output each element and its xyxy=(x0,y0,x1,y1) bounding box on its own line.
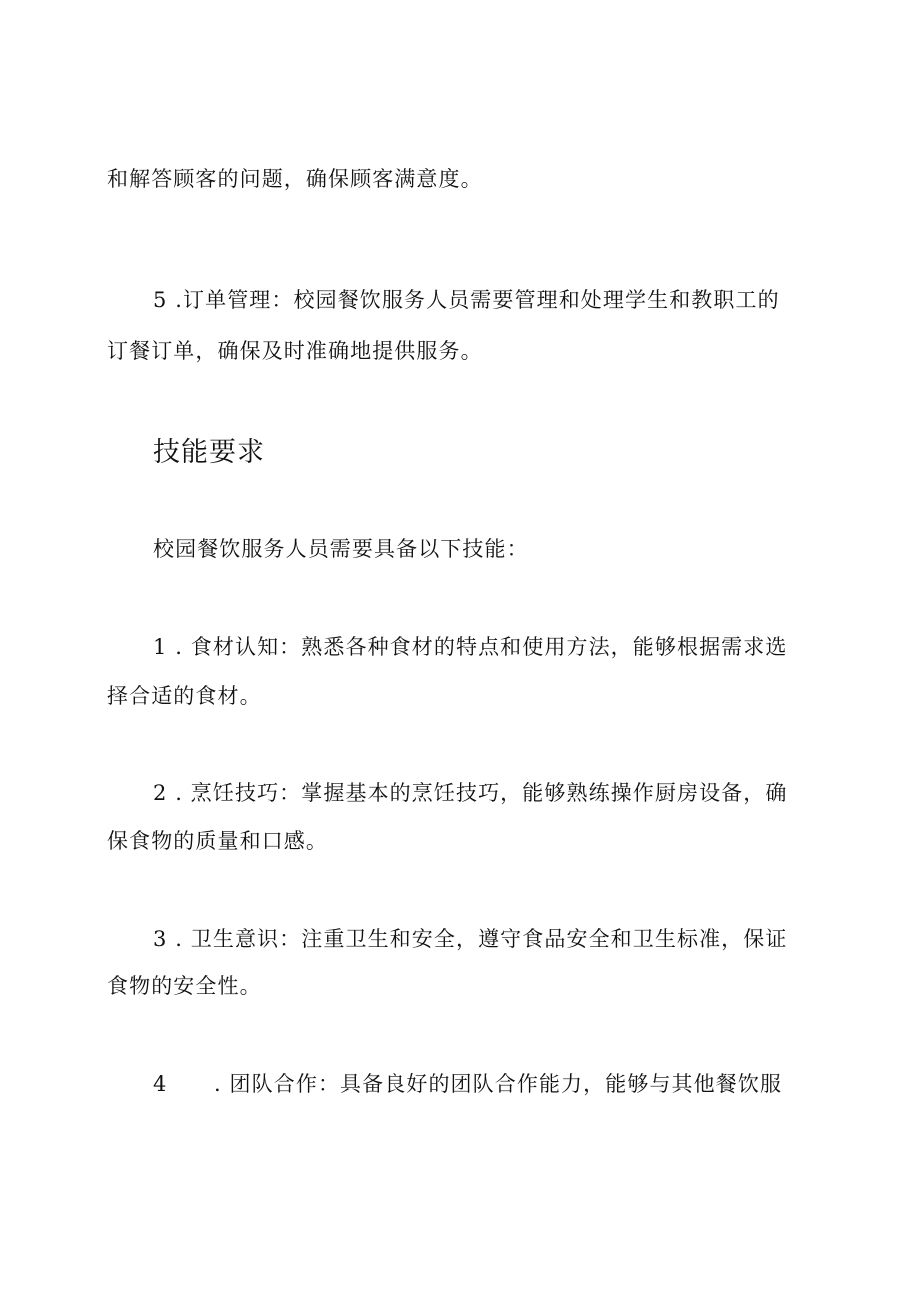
skill-4-line-1: . 团队合作：具备良好的团队合作能力，能够与其他餐饮服 xyxy=(214,1072,783,1096)
item-5-line-2: 订餐订单，确保及时准确地提供服务。 xyxy=(107,339,483,363)
skill-3-line-1: 3 . 卫生意识：注重卫生和安全，遵守食品安全和卫生标准，保证 xyxy=(153,927,788,951)
skills-intro: 校园餐饮服务人员需要具备以下技能： xyxy=(153,537,529,561)
section-heading: 技能要求 xyxy=(153,437,265,468)
skill-1-line-1: 1 . 食材认知：熟悉各种食材的特点和使用方法，能够根据需求选 xyxy=(153,635,788,659)
skill-4-number: 4 xyxy=(153,1072,168,1096)
skill-3-line-2: 食物的安全性。 xyxy=(107,974,262,998)
paragraph-continuation: 和解答顾客的问题，确保顾客满意度。 xyxy=(107,167,483,191)
skill-1-line-2: 择合适的食材。 xyxy=(107,684,262,708)
skill-2-line-2: 保食物的质量和口感。 xyxy=(107,829,328,853)
skill-2-line-1: 2 . 烹饪技巧：掌握基本的烹饪技巧，能够熟练操作厨房设备，确 xyxy=(153,781,788,805)
item-5-line-1: 5 .订单管理：校园餐饮服务人员需要管理和处理学生和教职工的 xyxy=(153,288,780,312)
